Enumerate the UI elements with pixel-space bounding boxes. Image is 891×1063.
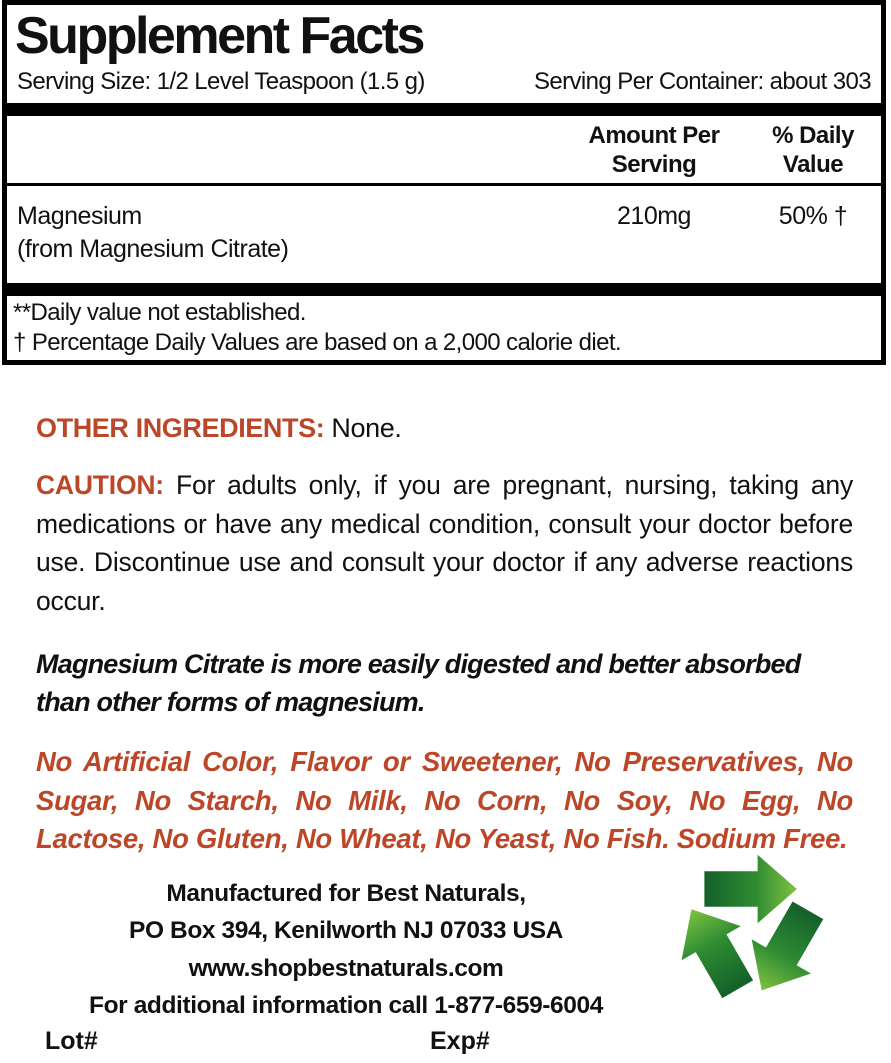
other-ingredients-value: None. <box>331 413 402 443</box>
lot-exp-row <box>0 1025 891 1063</box>
serving-info-row <box>7 67 881 97</box>
supplement-facts-panel <box>2 0 886 365</box>
manufacturer-line: Manufactured for Best Naturals, <box>166 879 526 907</box>
servings-per-container-text: Serving Per Container: about 303 <box>533 68 871 95</box>
caution-heading: CAUTION: <box>36 470 164 500</box>
column-headers-row <box>7 121 881 179</box>
recycle-icon <box>666 851 834 1003</box>
facts-title: Supplement Facts <box>15 7 423 65</box>
nutrient-name <box>17 200 579 266</box>
table-row <box>7 186 881 266</box>
percent-daily-value-header: % Daily Value <box>772 122 854 178</box>
amount-per-serving-header: Amount Per Serving <box>588 122 720 178</box>
lot-label: Lot# <box>45 1026 98 1055</box>
manufacturer-info <box>0 875 692 1025</box>
exp-label: Exp# <box>430 1026 490 1055</box>
caution-text: For adults only, if you are pregnant, nursing, taking any medications or have any medical condition, consult your doctor before use. Discontinue use and consult your doctor if any adverse reactions occur. <box>36 470 853 616</box>
nutrient-name-main: Magnesium <box>17 202 142 230</box>
footnotes <box>7 296 881 358</box>
nutrient-daily-value: 50% † <box>778 202 848 230</box>
other-ingredients-heading: OTHER INGREDIENTS: <box>36 413 325 443</box>
absorption-note: Magnesium Citrate is more easily digested and better absorbed than other forms of magnesium. <box>36 649 801 717</box>
other-ingredients-line <box>36 413 851 444</box>
thick-divider-top <box>7 103 881 116</box>
phone-info-text: For additional information call 1-877-659-6004 <box>89 992 603 1019</box>
website-text: www.shopbestnaturals.com <box>188 954 504 982</box>
allergen-free-statement: No Artificial Color, Flavor or Sweetener, No Preservatives, No Sugar, No Starch, No Milk, No Corn, No Soy, No Egg, No Lactose, No Gluten, No Wheat, No Yeast, No Fish. Sodium Free. <box>36 746 853 854</box>
nutrient-amount: 210mg <box>617 202 691 230</box>
manufacturer-address: PO Box 394, Kenilworth NJ 07033 USA <box>129 917 563 944</box>
caution-paragraph <box>36 466 853 620</box>
serving-size-text: Serving Size: 1/2 Level Teaspoon (1.5 g) <box>17 68 425 95</box>
nutrient-source: (from Magnesium Citrate) <box>17 235 289 263</box>
footnote-daily-value: **Daily value not established. <box>13 299 306 326</box>
thick-divider-bottom <box>7 283 881 296</box>
footnote-percent-dv: † Percentage Daily Values are based on a 2,000 calorie diet. <box>13 329 621 356</box>
